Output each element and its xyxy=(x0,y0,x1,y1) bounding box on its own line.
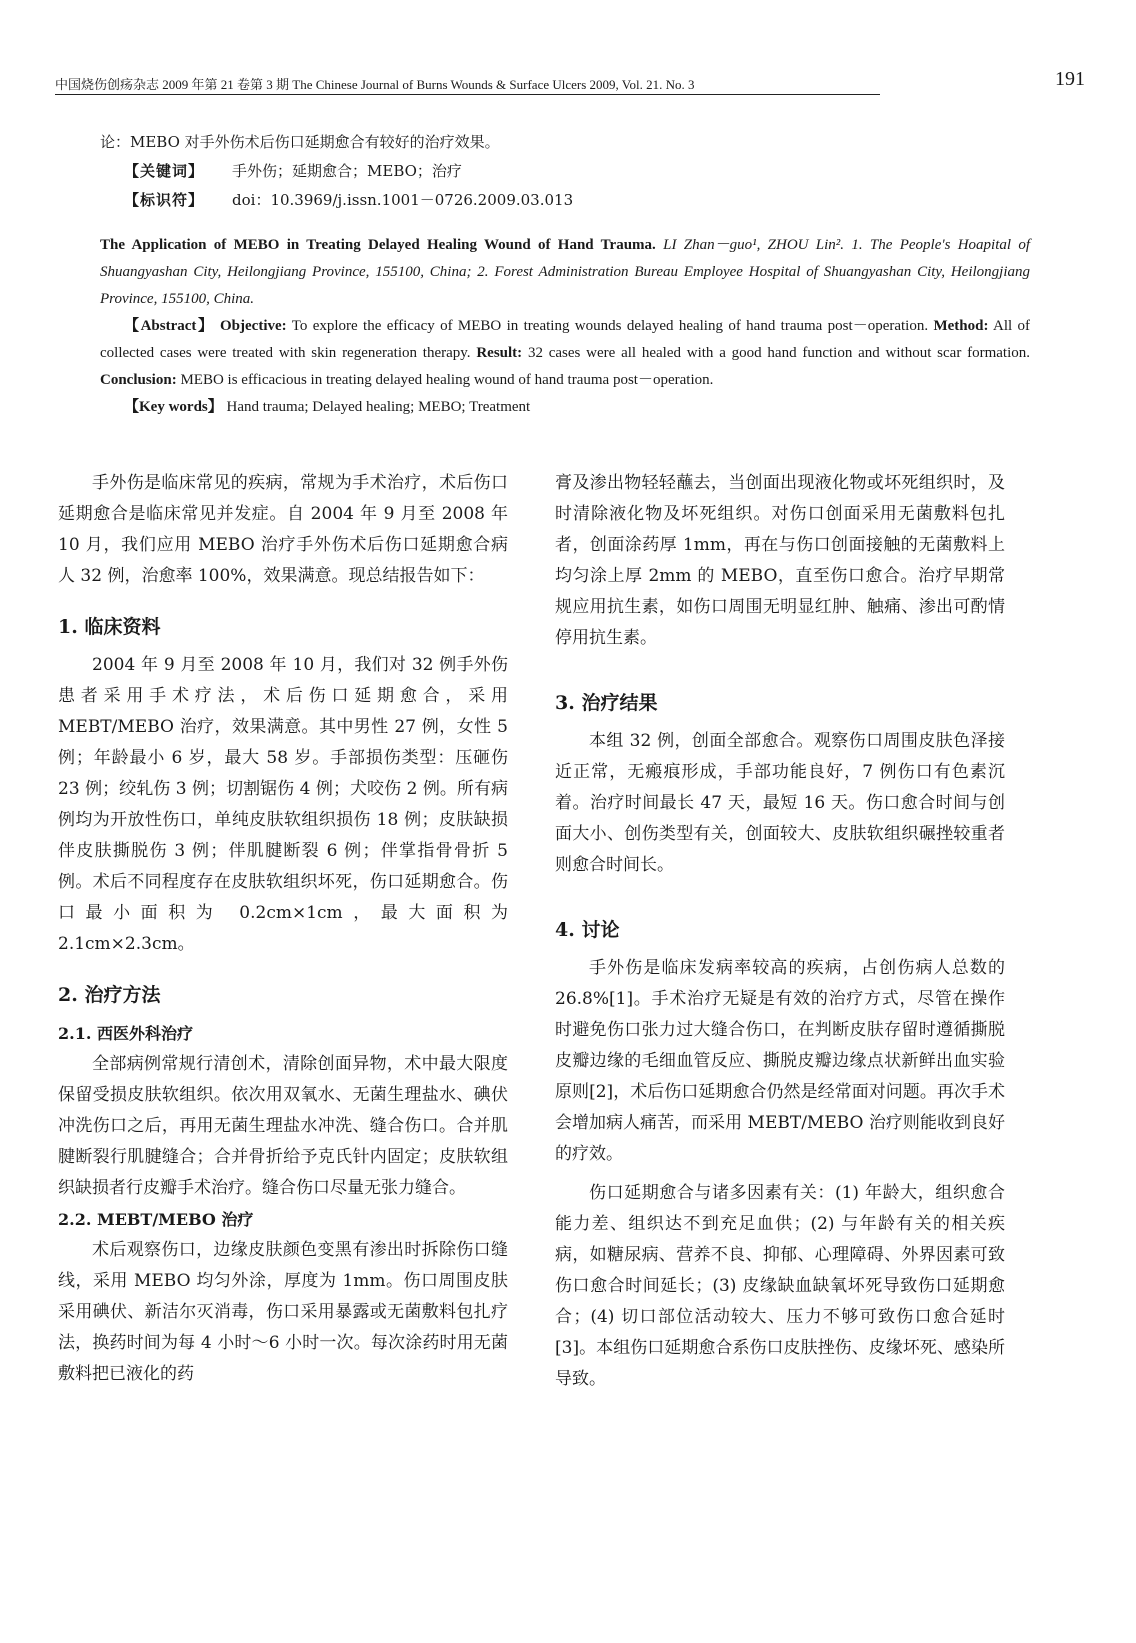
section-2-heading: 2. 治疗方法 xyxy=(58,984,161,1006)
result-text: 32 cases were all healed with a good hand function and without scar formation. xyxy=(527,345,1030,361)
left-column xyxy=(58,468,508,1390)
conclusion-text: MEBO is efficacious in treating delayed healing wound of hand trauma post－operation. xyxy=(180,372,714,388)
objective-label: Objective: xyxy=(220,318,287,334)
abstract-label: 【Abstract】 xyxy=(124,318,215,334)
english-abstract xyxy=(100,232,1030,421)
doi: doi：10.3969/j.issn.1001－0726.2009.03.013 xyxy=(232,191,574,209)
keywords-zh xyxy=(100,157,1030,186)
section-2-2-paragraph-part1: 术后观察伤口，边缘皮肤颜色变黑有渗出时拆除伤口缝线，采用 MEBO 均匀外涂，厚度为 1mm。伤口周围皮肤采用碘伏、新洁尔灭消毒，伤口采用暴露或无菌敷料包扎疗法，换药时间为每 4 小时～6 小时一次。每次涂药时用无菌敷料把已液化的药 xyxy=(58,1240,508,1384)
english-title-block xyxy=(100,232,1030,313)
keywords-label-zh: 【关键词】 xyxy=(124,162,205,180)
identifier-label: 【标识符】 xyxy=(124,191,205,209)
conclusion-label: Conclusion: xyxy=(100,372,177,388)
method-text: All of collected cases were treated with skin regeneration therapy. xyxy=(100,318,1030,361)
identifier-zh xyxy=(100,186,1030,215)
keywords-value-zh: 手外伤；延期愈合；MEBO；治疗 xyxy=(232,162,462,180)
section-2-1-paragraph: 全部病例常规行清创术，清除创面异物，术中最大限度保留受损皮肤软组织。依次用双氧水、无菌生理盐水、碘伏冲洗伤口之后，再用无菌生理盐水冲洗、缝合伤口。合并肌腱断裂行肌腱缝合；合并骨折给予克氏针内固定；皮肤软组织缺损者行皮瓣手术治疗。缝合伤口尽量无张力缝合。 xyxy=(58,1054,508,1198)
header-rule xyxy=(55,94,880,95)
result-label: Result: xyxy=(476,345,523,361)
english-keywords xyxy=(100,394,1030,421)
section-3-heading: 3. 治疗结果 xyxy=(555,692,658,714)
section-3-paragraph: 本组 32 例，创面全部愈合。观察伤口周围皮肤色泽接近正常，无瘢痕形成，手部功能良好，7 例伤口有色素沉着。治疗时间最长 47 天，最短 16 天。伤口愈合时间与创面大小、创伤类型有关，创面较大、皮肤软组织碾挫较重者则愈合时间长。 xyxy=(555,731,1005,875)
section-1-heading: 1. 临床资料 xyxy=(58,616,161,638)
running-header xyxy=(55,68,1085,96)
section-4-paragraph-2: 伤口延期愈合与诸多因素有关：(1) 年龄大，组织愈合能力差、组织达不到充足血供；(2) 与年龄有关的相关疾病，如糖尿病、营养不良、抑郁、心理障碍、外界因素可致伤口愈合时间延长；(3) 皮缘缺血缺氧坏死导致伤口延期愈合；(4) 切口部位活动较大、压力不够可致伤口愈合延时[3]。本组伤口延期愈合系伤口皮肤挫伤、皮缘坏死、感染所导致。 xyxy=(555,1183,1005,1389)
english-keywords-value: Hand trauma; Delayed healing; MEBO; Treatment xyxy=(226,399,531,415)
english-affiliation: 1. The People's Hoapital of Shuangyashan City, Heilongjiang Province, 155100, China; 2. Forest Administration Bureau Employee Hospital of Shuangyashan City, Heilongjiang Province, 155100, China. xyxy=(100,237,1031,307)
method-label: Method: xyxy=(933,318,989,334)
section-4-heading: 4. 讨论 xyxy=(555,919,620,941)
section-2-2-heading: 2.2. MEBT/MEBO 治疗 xyxy=(58,1210,254,1229)
page-number: 191 xyxy=(1055,68,1085,90)
right-column xyxy=(555,468,1005,1395)
chinese-abstract xyxy=(100,128,1030,215)
intro-paragraph: 手外伤是临床常见的疾病，常规为手术治疗，术后伤口延期愈合是临床常见并发症。自 2004 年 9 月至 2008 年 10 月，我们应用 MEBO 治疗手外伤术后伤口延期愈合病人 32 例，治愈率 100%，效果满意。现总结报告如下： xyxy=(58,473,508,586)
section-2-2-paragraph-part2: 膏及渗出物轻轻蘸去，当创面出现液化物或坏死组织时，及时清除液化物及坏死组织。对伤口创面采用无菌敷料包扎者，创面涂药厚 1mm，再在与伤口创面接触的无菌敷料上均匀涂上厚 2mm 的 MEBO，直至伤口愈合。治疗早期常规应用抗生素，如伤口周围无明显红肿、触痛、渗出可酌情停用抗生素。 xyxy=(555,473,1005,648)
abstract-conclusion-zh: 论：MEBO 对手外伤术后伤口延期愈合有较好的治疗效果。 xyxy=(100,133,500,151)
english-keywords-label: 【Key words】 xyxy=(124,399,223,415)
section-1-paragraph: 2004 年 9 月至 2008 年 10 月，我们对 32 例手外伤患者采用手术疗法，术后伤口延期愈合，采用 MEBT/MEBO 治疗，效果满意。其中男性 27 例，女性 5 例；年龄最小 6 岁，最大 58 岁。手部损伤类型：压砸伤 23 例；绞轧伤 3 例；切割锯伤 4 例；犬咬伤 2 例。所有病例均为开放性伤口，单纯皮肤软组织损伤 18 例；皮肤缺损伴皮肤撕脱伤 3 例；伴肌腱断裂 6 例；伴掌指骨骨折 5 例。术后不同程度存在皮肤软组织坏死，伤口延期愈合。伤口最小面积为 0.2cm×1cm，最大面积为 2.1cm×2.3cm。 xyxy=(58,655,508,954)
section-4-paragraph-1: 手外伤是临床发病率较高的疾病，占创伤病人总数的 26.8%[1]。手术治疗无疑是有效的治疗方式，尽管在操作时避免伤口张力过大缝合伤口，在判断皮肤存留时遵循撕脱皮瓣边缘的毛细血管反应、撕脱皮瓣边缘点状新鲜出血实验原则[2]，术后伤口延期愈合仍然是经常面对问题。再次手术会增加病人痛苦，而采用 MEBT/MEBO 治疗则能收到良好的疗效。 xyxy=(555,958,1005,1164)
running-title: 中国烧伤创疡杂志 2009 年第 21 卷第 3 期 The Chinese Journal of Burns Wounds & Surface Ulcers 2009, Vol. 21. No. 3 xyxy=(55,77,695,92)
section-2-1-heading: 2.1. 西医外科治疗 xyxy=(58,1024,193,1043)
english-abstract-body xyxy=(100,313,1030,394)
english-title: The Application of MEBO in Treating Delayed Healing Wound of Hand Trauma. xyxy=(100,237,656,253)
english-authors: LI Zhan－guo¹, ZHOU Lin². xyxy=(663,237,845,253)
objective-text: To explore the efficacy of MEBO in treating wounds delayed healing of hand trauma post－operation. xyxy=(291,318,929,334)
